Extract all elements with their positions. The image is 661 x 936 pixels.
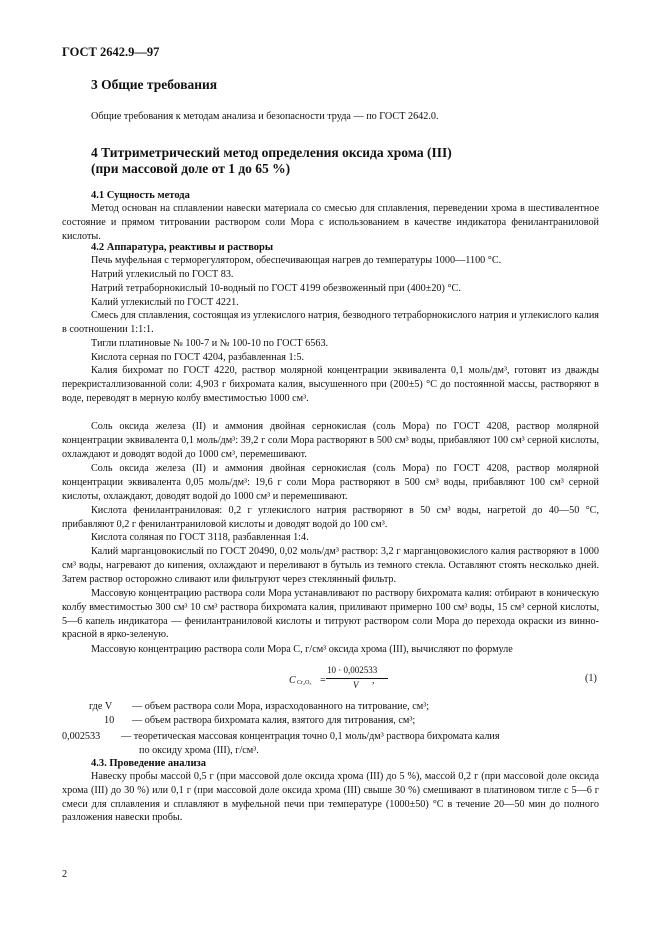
item-mohr-salt-005: Соль оксида железа (II) и аммония двойная сернокислая (соль Мора) по ГОСТ 4208, раствор молярной концентрации эквивалента 0,05 моль/дм³: 19,6 г соли Мора растворяют в 500 см³ воды, прибавляют 100 см³ серной кислоты, охлаждают, доводят водой до 1000 см³ и перемешивают. <box>62 463 599 502</box>
formula-denominator: V <box>353 680 359 690</box>
def-text-10: — объем раствора бихромата калия, взятого для титрования, см³; <box>132 715 416 726</box>
section-3-text: Общие требования к методам анализа и безопасности труда — по ГОСТ 2642.0. <box>91 111 439 122</box>
item-calculation-intro: Массовую концентрацию раствора соли Мора C, г/см³ оксида хрома (III), вычисляют по формуле <box>91 644 513 655</box>
item-standardization: Массовую концентрацию раствора соли Мора устанавливают по раствору бихромата калия: отбирают в коническую колбу вместимостью 300 см³ 10 см³ раствора бихромата калия, приливают примерно 100 см³ воды, 15 см³ серной кислоты, 5—6 капель индикатора — фенилантраниловой кислоты и титруют раствором соли Мора до перехода окраски из винно-красной в ярко-зеленую. <box>62 588 599 641</box>
formula-comma: , <box>372 675 375 686</box>
section-4-1-text: Метод основан на сплавлении навески материала со смесью для сплавления, переведении хрома в шестивалентное состояние и прямом титровании раствором соли Мора с использованием в качестве индикатора фенилантраниловой кислоты. <box>62 203 599 242</box>
standard-header: ГОСТ 2642.9—97 <box>62 45 160 59</box>
item-crucibles: Тигли платиновые № 100-7 и № 100-10 по ГОСТ 6563. <box>91 338 329 349</box>
item-sulfuric-acid: Кислота серная по ГОСТ 4204, разбавленная 1:5. <box>91 352 305 363</box>
item-phenylanthranilic-acid: Кислота фенилантраниловая: 0,2 г углекислого натрия растворяют в 50 см³ воды, нагретой до 40—50 °С, прибавляют 0,2 г фенилантраниловой кислоты и доводят водой до 100 см³. <box>62 505 599 530</box>
def-symbol-10: 10 <box>104 715 115 726</box>
section-4-1-title: 4.1 Сущность метода <box>91 190 190 201</box>
formula-lhs-subscript: Cr₂O₃ <box>297 680 312 686</box>
item-potassium-carbonate: Калий углекислый по ГОСТ 4221. <box>91 297 239 308</box>
formula-lhs: C <box>289 675 296 686</box>
formula-equals: = <box>320 675 326 686</box>
item-sodium-tetraborate: Натрий тетраборнокислый 10-водный по ГОСТ 4199 обезвоженный при (400±20) °С. <box>91 283 461 294</box>
def-symbol-v: где V <box>89 701 113 712</box>
item-furnace: Печь муфельная с терморегулятором, обеспечивающая нагрев до температуры 1000—1100 °С. <box>91 255 502 266</box>
section-4-3-text: Навеску пробы массой 0,5 г (при массовой доле оксида хрома (III) до 5 %), массой 0,2 г (при массовой доле оксида хрома (III) до 30 %) или 0,1 г (при массовой доле оксида хрома (III) свыше 30 %) смешивают в платиновом тигле с 5—6 г смеси для сплавления и сплавляют в муфельной печи при температуре (1000±50) °С в течение 20—50 мин до полного разложения навески пробы. <box>62 771 599 824</box>
section-4-title-line2: (при массовой доле от 1 до 65 %) <box>91 161 291 176</box>
def-text-v: — объем раствора соли Мора, израсходованного на титрование, см³; <box>132 701 430 712</box>
item-potassium-dichromate: Калия бихромат по ГОСТ 4220, раствор молярной концентрации эквивалента 0,1 моль/дм³, готовят из дважды перекристаллизованной соли: 4,903 г бихромата калия, высушенного при (200±5) °С до постоянной массы, растворяют в воде, переводят в мерную колбу вместимостью 1000 см³. <box>62 365 599 404</box>
section-4-title-line1: 4 Титриметрический метод определения оксида хрома (III) <box>91 145 452 160</box>
formula-numerator: 10 · 0,002533 <box>327 665 378 675</box>
item-mohr-salt-01: Соль оксида железа (II) и аммония двойная сернокислая (соль Мора) по ГОСТ 4208, раствор молярной концентрации эквивалента 0,1 моль/дм³: 39,2 г соли Мора растворяют в 500 см³ воды, прибавляют 100 см³ серной кислоты, охлаждают и доводят водой до 1000 см³, перемешивают. <box>62 421 599 460</box>
item-potassium-permanganate: Калий марганцовокислый по ГОСТ 20490, 0,02 моль/дм³ раствор: 3,2 г марганцовокислого калия растворяют в 1000 см³ воды, нагревают до кипения, охлаждают и переливают в бутыль из темного стекла. Оставляют стоять несколько дней. Затем раствор осторожно сливают или фильтруют через стеклянный фильтр. <box>62 546 599 585</box>
item-sodium-carbonate: Натрий углекислый по ГОСТ 83. <box>91 269 234 280</box>
section-4-2-title: 4.2 Аппаратура, реактивы и растворы <box>91 242 274 253</box>
fraction-bar <box>326 678 388 679</box>
page-number: 2 <box>62 869 68 880</box>
formula-number: (1) <box>585 673 597 684</box>
item-hydrochloric-acid: Кислота соляная по ГОСТ 3118, разбавленная 1:4. <box>91 532 309 543</box>
section-3-title: 3 Общие требования <box>91 77 218 92</box>
def-symbol-constant: 0,002533 <box>62 731 101 742</box>
item-fusion-mixture: Смесь для сплавления, состоящая из углекислого натрия, безводного тетраборнокислого натрия и углекислого калия в соотношении 1:1:1. <box>62 310 599 335</box>
section-4-3-title: 4.3. Проведение анализа <box>91 758 206 769</box>
def-text-constant: — теоретическая массовая концентрация точно 0,1 моль/дм³ раствора бихромата калия <box>121 731 500 742</box>
def-text-constant-cont: по оксиду хрома (III), г/см³. <box>139 745 259 756</box>
